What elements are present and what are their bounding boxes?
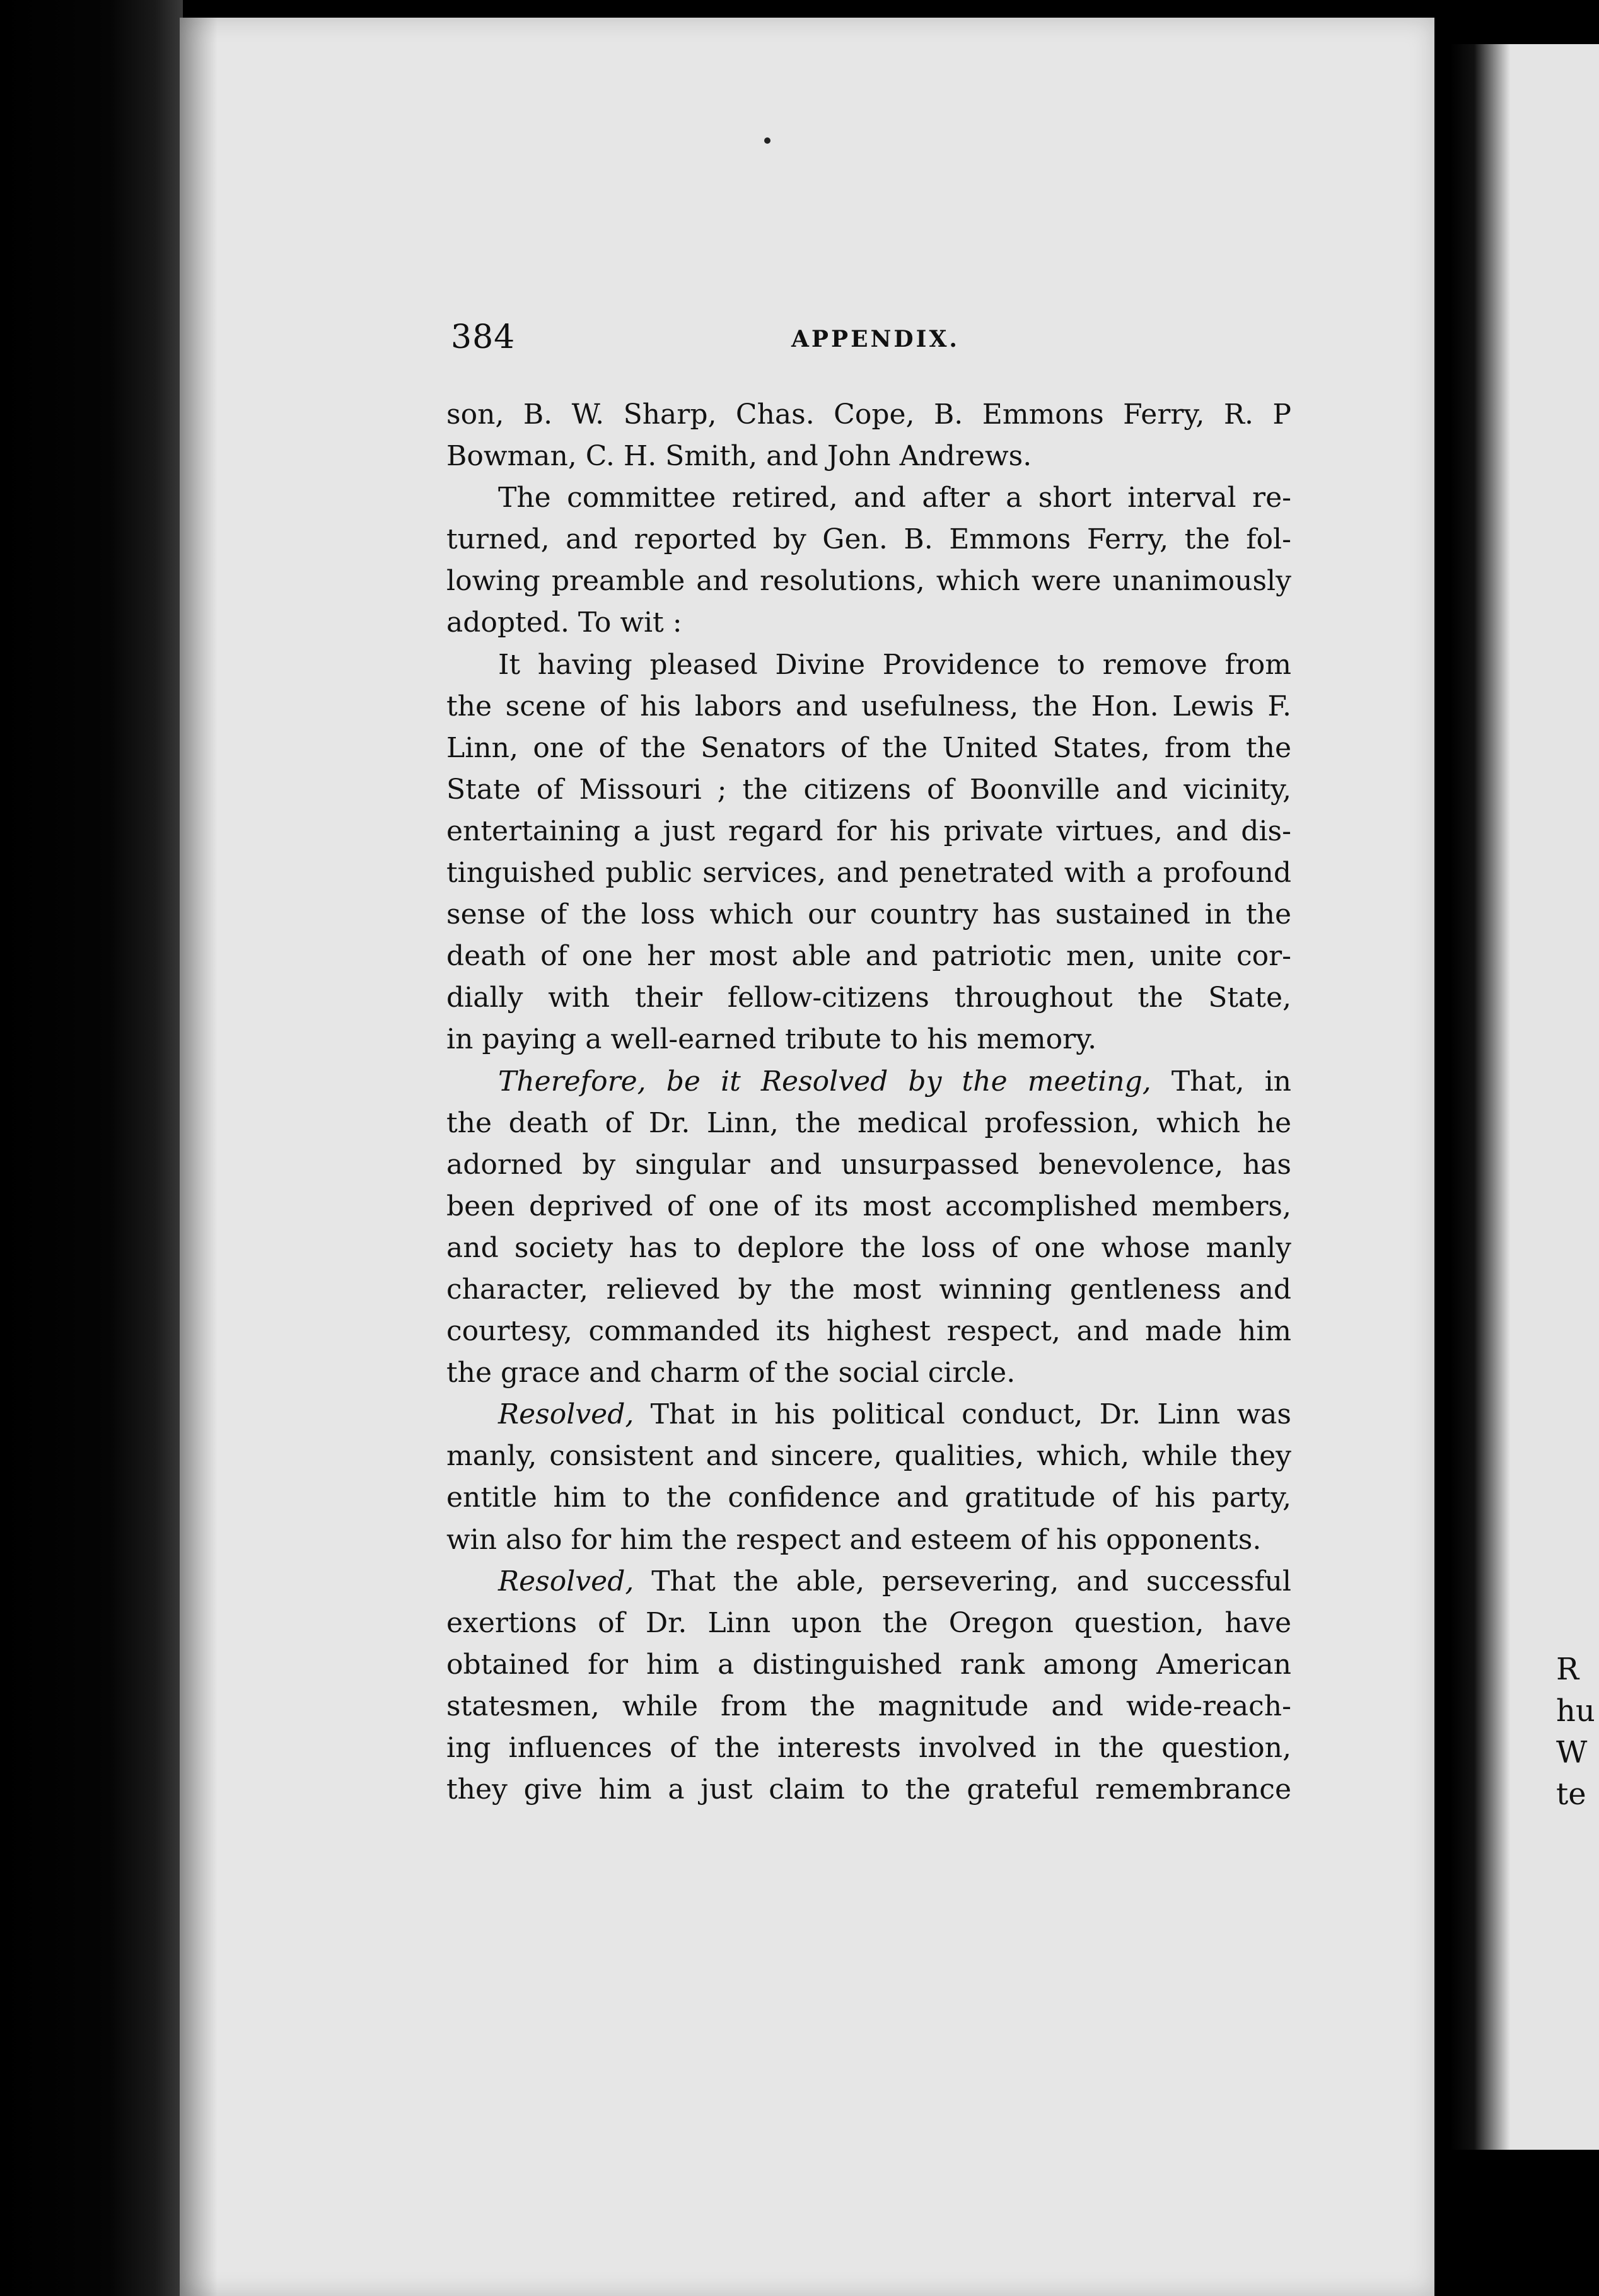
- text-line: [446, 686, 1291, 728]
- line-text: statesmen, while from the magnitude and wide-reach-: [446, 1690, 1291, 1722]
- line-text: Bowman, C. H. Smith, and John Andrews.: [446, 440, 1032, 473]
- text-line: [446, 1519, 1291, 1561]
- text-line: [446, 436, 1291, 477]
- text-line: [446, 894, 1291, 936]
- line-text: the grace and charm of the social circle.: [446, 1357, 1016, 1389]
- text-line: [446, 936, 1291, 977]
- text-line: [446, 1603, 1291, 1644]
- line-text: entitle him to the confidence and gratitude of his party,: [446, 1481, 1291, 1514]
- text-line: [446, 1269, 1291, 1311]
- line-text: the death of Dr. Linn, the medical profession, which he: [446, 1106, 1291, 1139]
- text-line: [446, 1103, 1291, 1144]
- line-text: turned, and reported by Gen. B. Emmons Ferry, the fol-: [446, 523, 1291, 556]
- text-line: [446, 769, 1291, 811]
- text-line: [446, 1644, 1291, 1686]
- line-text: son, B. W. Sharp, Chas. Cope, B. Emmons Ferry, R. P: [446, 398, 1291, 431]
- line-text: The committee retired, and after a short interval re-: [498, 482, 1291, 514]
- running-head: APPENDIX.: [791, 326, 960, 352]
- line-text: exertions of Dr. Linn upon the Oregon question, have: [446, 1606, 1291, 1639]
- line-text: adopted. To wit :: [446, 606, 682, 639]
- text-line: [446, 1394, 1291, 1435]
- line-text: and society has to deplore the loss of one whose manly: [446, 1231, 1291, 1264]
- line-text: in paying a well-earned tribute to his memory.: [446, 1023, 1097, 1056]
- line-text: been deprived of one of its most accomplished members,: [446, 1190, 1291, 1222]
- text-line: [446, 1227, 1291, 1269]
- line-text: State of Missouri ; the citizens of Boonville and vicinity,: [446, 773, 1291, 806]
- facing-page-shadow: [1450, 44, 1510, 2150]
- line-text: dially with their fellow-citizens throughout the State,: [446, 982, 1291, 1014]
- text-line: [446, 977, 1291, 1019]
- text-line: [446, 1435, 1291, 1477]
- body-text: [446, 394, 1291, 1811]
- italic-phrase: Therefore, be it Resolved by the meeting,: [498, 1065, 1151, 1098]
- text-line: [446, 1727, 1291, 1769]
- line-text: That in his political conduct, Dr. Linn was: [634, 1398, 1291, 1431]
- text-line: [446, 519, 1291, 560]
- page-header: [451, 318, 1289, 362]
- line-text: entertaining a just regard for his private virtues, and dis-: [446, 815, 1291, 847]
- line-text: That the able, persevering, and successful: [634, 1565, 1291, 1597]
- book-edge-left: [0, 0, 183, 2296]
- text-line: [446, 852, 1291, 894]
- text-line: [446, 560, 1291, 602]
- text-line: [446, 644, 1291, 686]
- line-text: they give him a just claim to the grateful remembrance: [446, 1773, 1291, 1806]
- line-text: That, in: [1151, 1065, 1292, 1098]
- page-shadow: [180, 18, 218, 2296]
- text-line: [446, 1061, 1291, 1103]
- line-text: lowing preamble and resolutions, which were unanimously: [446, 565, 1291, 598]
- text-line: [446, 1352, 1291, 1394]
- text-line: [446, 1186, 1291, 1227]
- line-text: courtesy, commanded its highest respect, and made him: [446, 1315, 1291, 1348]
- text-line: [446, 1769, 1291, 1811]
- text-line: [446, 394, 1291, 436]
- line-text: It having pleased Divine Providence to remove from: [498, 648, 1291, 681]
- italic-phrase: Resolved,: [498, 1565, 634, 1597]
- line-text: ing influences of the interests involved in the question,: [446, 1732, 1291, 1764]
- line-text: manly, consistent and sincere, qualities, which, while they: [446, 1440, 1291, 1473]
- line-text: win also for him the respect and esteem of his opponents.: [446, 1523, 1262, 1556]
- text-line: [446, 728, 1291, 769]
- italic-phrase: Resolved,: [498, 1398, 634, 1431]
- line-text: sense of the loss which our country has sustained in the: [446, 898, 1291, 931]
- text-line: [446, 477, 1291, 519]
- page-number: 384: [451, 318, 516, 356]
- text-line: [446, 1144, 1291, 1186]
- text-line: [446, 1477, 1291, 1519]
- text-line: [446, 1686, 1291, 1727]
- text-line: [446, 1019, 1291, 1060]
- line-text: Linn, one of the Senators of the United States, from the: [446, 731, 1291, 764]
- print-speck: [764, 137, 770, 144]
- line-text: character, relieved by the most winning gentleness and: [446, 1273, 1291, 1306]
- text-line: [446, 1311, 1291, 1352]
- text-line: [446, 811, 1291, 852]
- line-text: death of one her most able and patriotic men, unite cor-: [446, 940, 1291, 973]
- facing-page-text-fragment: R hu W te: [1556, 1652, 1595, 1812]
- text-line: [446, 1561, 1291, 1603]
- line-text: obtained for him a distinguished rank among American: [446, 1648, 1291, 1681]
- text-line: [446, 602, 1291, 644]
- line-text: tinguished public services, and penetrated with a profound: [446, 857, 1291, 890]
- line-text: adorned by singular and unsurpassed benevolence, has: [446, 1148, 1291, 1181]
- line-text: the scene of his labors and usefulness, the Hon. Lewis F.: [446, 690, 1291, 722]
